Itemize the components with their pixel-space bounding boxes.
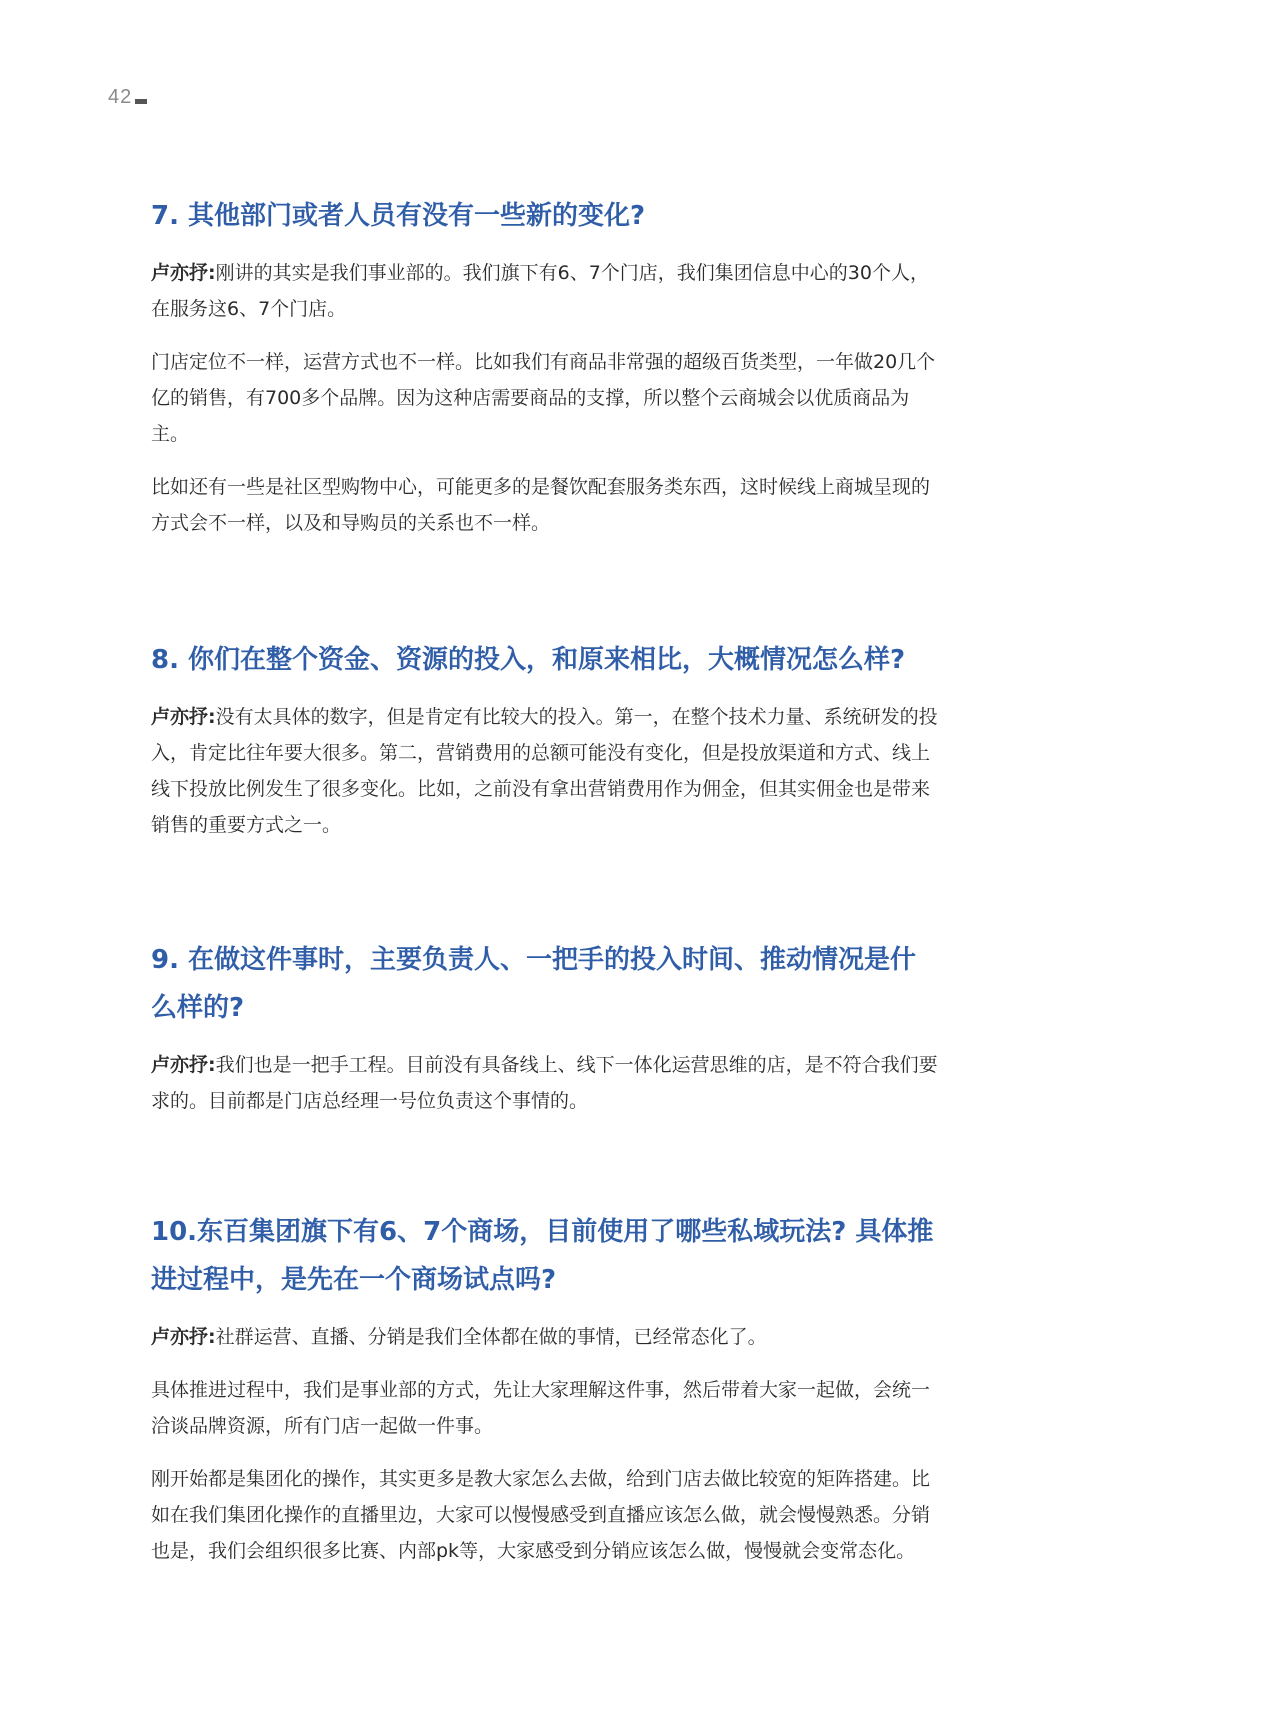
answer-9-paragraph-1	[151, 1047, 941, 1119]
speaker-label: 卢亦抒:	[151, 1326, 216, 1348]
qa-section-8	[151, 636, 941, 843]
speaker-label: 卢亦抒:	[151, 262, 216, 284]
speaker-label: 卢亦抒:	[151, 1054, 216, 1076]
answer-8-text: 没有太具体的数字，但是肯定有比较大的投入。第一，在整个技术力量、系统研发的投入，肯定比往年要大很多。第二，营销费用的总额可能没有变化，但是投放渠道和方式、线上线下投放比例发生了很多变化。比如，之前没有拿出营销费用作为佣金，但其实佣金也是带来销售的重要方式之一。	[151, 706, 938, 836]
page-number-text: 42	[108, 86, 133, 108]
answer-10-paragraph-3: 刚开始都是集团化的操作，其实更多是教大家怎么去做，给到门店去做比较宽的矩阵搭建。比如在我们集团化操作的直播里边，大家可以慢慢感受到直播应该怎么做，就会慢慢熟悉。分销也是，我们会组织很多比赛、内部pk等，大家感受到分销应该怎么做，慢慢就会变常态化。	[151, 1468, 931, 1562]
answer-8-paragraph-1	[151, 699, 941, 843]
answer-10-paragraph-1	[151, 1319, 941, 1355]
question-8-title: 8. 你们在整个资金、资源的投入，和原来相比，大概情况怎么样?	[151, 645, 906, 675]
question-9-title: 9. 在做这件事时，主要负责人、一把手的投入时间、推动情况是什么样的?	[151, 945, 917, 1023]
page-number-mark	[135, 99, 147, 104]
answer-10-paragraph-2: 具体推进过程中，我们是事业部的方式，先让大家理解这件事，然后带着大家一起做，会统一洽谈品牌资源，所有门店一起做一件事。	[151, 1379, 931, 1437]
question-10-title: 10.东百集团旗下有6、7个商场，目前使用了哪些私域玩法? 具体推进过程中，是先在一个商场试点吗?	[151, 1217, 934, 1295]
answer-7-paragraph-3: 比如还有一些是社区型购物中心，可能更多的是餐饮配套服务类东西，这时候线上商城呈现的方式会不一样，以及和导购员的关系也不一样。	[151, 476, 931, 534]
page-number	[108, 86, 147, 109]
answer-7-paragraph-1	[151, 255, 941, 327]
qa-section-10	[151, 1208, 941, 1569]
qa-section-9	[151, 936, 941, 1119]
answer-7-paragraph-2: 门店定位不一样，运营方式也不一样。比如我们有商品非常强的超级百货类型，一年做20几个亿的销售，有700多个品牌。因为这种店需要商品的支撑，所以整个云商城会以优质商品为主。	[151, 351, 936, 445]
qa-section-7	[151, 192, 941, 541]
speaker-label: 卢亦抒:	[151, 706, 216, 728]
answer-7-text: 刚讲的其实是我们事业部的。我们旗下有6、7个门店，我们集团信息中心的30个人，在服务这6、7个门店。	[151, 262, 929, 320]
answer-10-text: 社群运营、直播、分销是我们全体都在做的事情，已经常态化了。	[215, 1326, 767, 1348]
question-7-title: 7. 其他部门或者人员有没有一些新的变化?	[151, 201, 646, 231]
answer-9-text: 我们也是一把手工程。目前没有具备线上、线下一体化运营思维的店，是不符合我们要求的。目前都是门店总经理一号位负责这个事情的。	[151, 1054, 938, 1112]
